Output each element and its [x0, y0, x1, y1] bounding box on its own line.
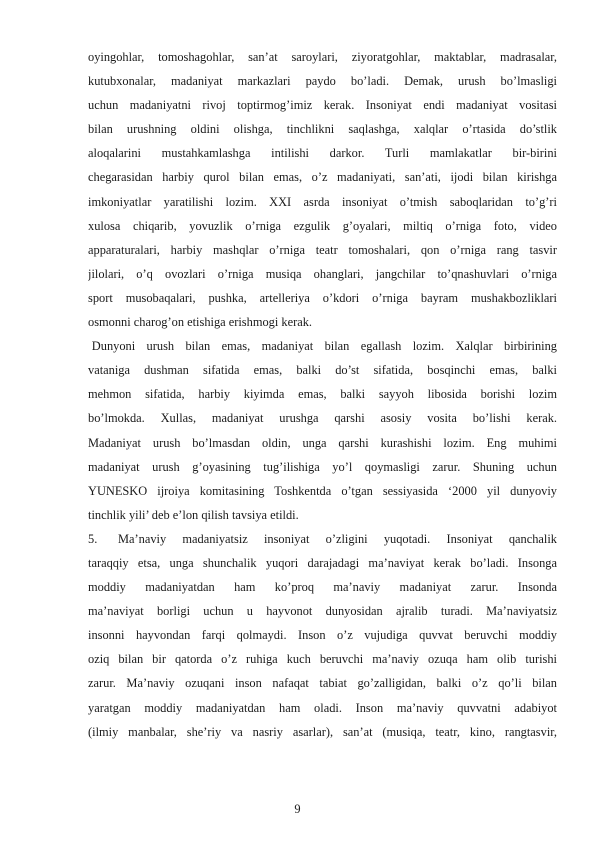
text-line: oziq bilan bir qatorda o’z ruhiga kuch beruvchi ma’naviy ozuqa ham olib turishi — [88, 652, 557, 667]
text-line: bo’lmokda. Xullas, madaniyat urushga qarshi asosiy vosita bo’lishi kerak. — [88, 411, 557, 426]
text-line: moddiy madaniyatdan ham ko’proq ma’naviy madaniyat zarur. Insonda — [88, 580, 557, 595]
text-line: sport musobaqalari, pushka, artelleriya o’kdori o’rniga bayram mushakbozliklari — [88, 290, 557, 305]
text-line: mehmon sifatida, harbiy kiyimda emas, balki sayyoh libosida borishi lozim — [88, 387, 557, 402]
text-line: yaratgan moddiy madaniyatdan ham oladi. Inson ma’naviy quvvatni adabiyot — [88, 700, 557, 715]
text-line: kutubxonalar, madaniyat markazlari paydo bo’ladi. Demak, urush bo’lmasligi — [88, 74, 557, 89]
text-line: oyingohlar, tomoshagohlar, san’at saroylari, ziyoratgohlar, maktablar, madrasalar, — [88, 50, 557, 64]
text-line: taraqqiy etsa, unga shunchalik yuqori darajadagi ma’naviyat kerak bo’ladi. Insonga — [88, 555, 557, 570]
text-line: insonni hayvondan farqi qolmaydi. Inson o’z vujudiga quvvat beruvchi moddiy — [88, 628, 557, 643]
text-line: xulosa chiqarib, yovuzlik o’rniga ezgulik g’oyalari, miltiq o’rniga foto, video — [88, 218, 557, 233]
paragraph-2 — [88, 334, 557, 527]
text-line: apparaturalari, harbiy mashqlar o’rniga teatr tomoshalari, qon o’rniga rang tasvir — [88, 242, 557, 257]
text-line: YUNESKO ijroiya komitasining Toshkentda o’tgan sessiyasida ‘2000 yil dunyoviy — [88, 483, 557, 498]
list-number: 5. — [88, 531, 98, 546]
text-line: aloqalarini mustahkamlashga intilishi darkor. Turli mamlakatlar bir-birini — [88, 146, 557, 161]
numbered-line — [88, 527, 557, 551]
text-line: osmonni charog’on etishiga erishmogi kerak. — [88, 315, 313, 330]
text-line: vataniga dushman sifatida emas, balki do’st sifatida, bosqinchi emas, balki — [88, 363, 557, 378]
text-line: (ilmiy manbalar, she’riy va nasriy asarlar), san’at (musiqa, teatr, kino, rangtasvir, — [88, 724, 557, 739]
text-line: uchun madaniyatni rivoj toptirmog’imiz kerak. Insoniyat endi madaniyat vositasi — [88, 98, 557, 113]
text-line: imkoniyatlar yaratilishi lozim. XXI asrda insoniyat o’tmish saboqlaridan to’g’ri — [88, 194, 557, 209]
text-line: jilolari, o’q ovozlari o’rniga musiqa ohanglari, jangchilar to’qnashuvlari o’rniga — [88, 266, 557, 281]
text-line: bilan urushning oldini olishga, tinchlikni saqlashga, xalqlar o’rtasida do’stlik — [88, 122, 557, 137]
page-number: 9 — [294, 802, 301, 816]
paragraph-1 — [88, 45, 557, 334]
text-line: Madaniyat urush bo’lmasdan oldin, unga qarshi kurashishi lozim. Eng muhimi — [88, 435, 557, 450]
paragraph-3 — [88, 527, 557, 744]
document-body — [88, 45, 557, 744]
text-line: madaniyat urush g’oyasining tug’ilishiga yo’l qoymasligi zarur. Shuning uchun — [88, 459, 557, 474]
text-line: Dunyoni urush bilan emas, madaniyat bilan egallash lozim. Xalqlar birbirining — [88, 339, 557, 354]
text-line: ma’naviyat borligi uchun u hayvonot dunyosidan ajralib turadi. Ma’naviyatsiz — [88, 604, 557, 619]
text-line: zarur. Ma’naviy ozuqani inson nafaqat tabiat go’zalligidan, balki o’z qo’li bilan — [88, 676, 557, 691]
text-line: chegarasidan harbiy qurol bilan emas, o’z madaniyati, san’ati, ijodi bilan kirishga — [88, 170, 557, 185]
text-line: tinchlik yili’ deb e’lon qilish tavsiya etildi. — [88, 507, 299, 522]
text-line: Ma’naviy madaniyatsiz insoniyat o’zligini yuqotadi. Insoniyat qanchalik — [118, 531, 557, 546]
